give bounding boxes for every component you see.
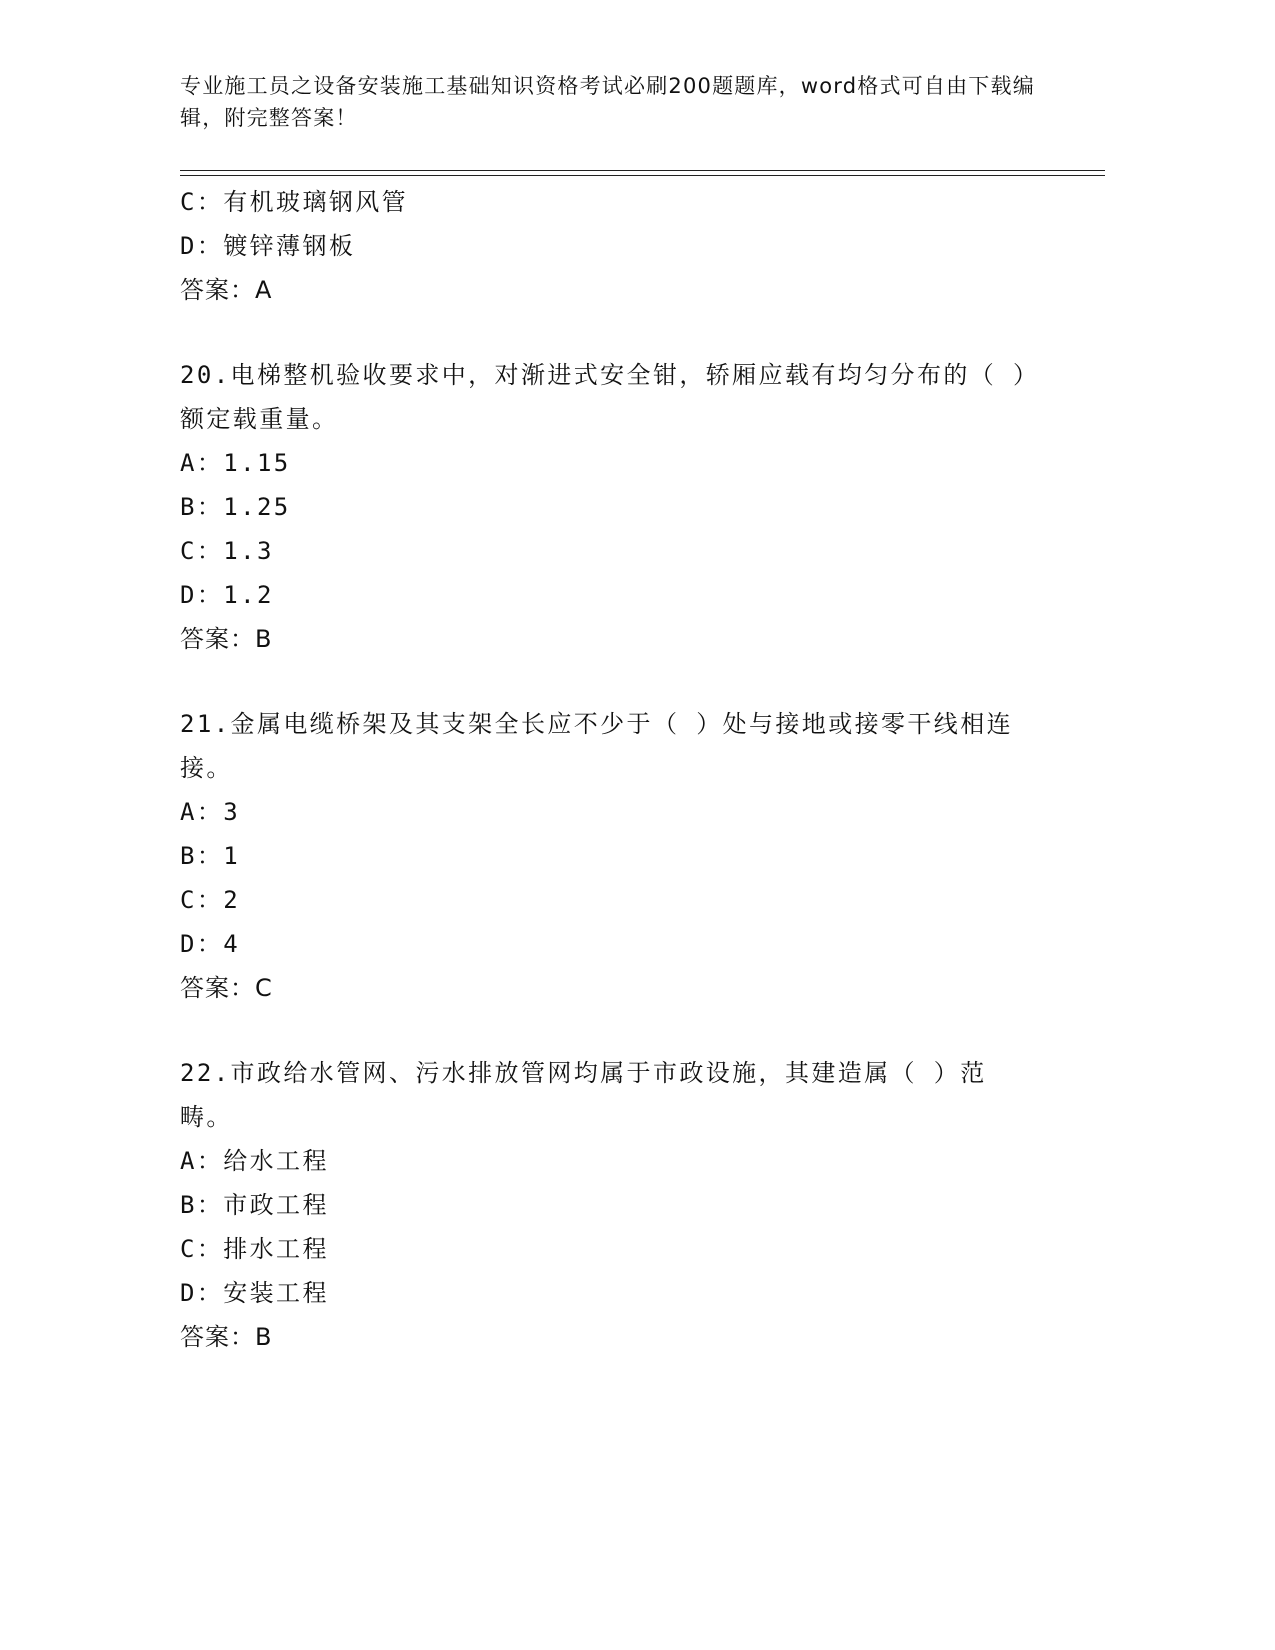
header-divider-top <box>180 170 1105 171</box>
answer: 答案：C <box>180 974 273 1002</box>
option-d: D：4 <box>180 930 241 958</box>
document-body <box>180 180 1030 1359</box>
question-text: 20.电梯整机验收要求中，对渐进式安全钳，轿厢应载有均匀分布的（ ）额定载重量。 <box>180 361 1028 433</box>
option-a: A：给水工程 <box>180 1147 329 1175</box>
option-a: A：3 <box>180 798 241 826</box>
option-c: C：排水工程 <box>180 1235 329 1263</box>
answer: 答案：A <box>180 276 273 304</box>
question-20 <box>180 353 1030 661</box>
answer: 答案：B <box>180 625 273 653</box>
option-b: B：市政工程 <box>180 1191 329 1219</box>
question-21 <box>180 702 1030 1010</box>
option-c: C：有机玻璃钢风管 <box>180 188 409 216</box>
question-19-continuation <box>180 180 1030 312</box>
option-b: B：1.25 <box>180 493 291 521</box>
answer: 答案：B <box>180 1323 273 1351</box>
option-c: C：1.3 <box>180 537 274 565</box>
header-title: 专业施工员之设备安装施工基础知识资格考试必刷200题题库，word格式可自由下载编辑，附完整答案！ <box>180 74 1035 130</box>
document-header <box>180 70 1060 134</box>
question-22 <box>180 1051 1030 1359</box>
header-divider-bottom <box>180 175 1105 176</box>
option-d: D：镀锌薄钢板 <box>180 232 356 260</box>
option-b: B：1 <box>180 842 241 870</box>
option-d: D：安装工程 <box>180 1279 329 1307</box>
question-text: 22.市政给水管网、污水排放管网均属于市政设施，其建造属（ ）范畴。 <box>180 1059 987 1131</box>
option-d: D：1.2 <box>180 581 274 609</box>
question-text: 21.金属电缆桥架及其支架全长应不少于（ ）处与接地或接零干线相连接。 <box>180 710 1013 782</box>
option-c: C：2 <box>180 886 241 914</box>
option-a: A：1.15 <box>180 449 291 477</box>
